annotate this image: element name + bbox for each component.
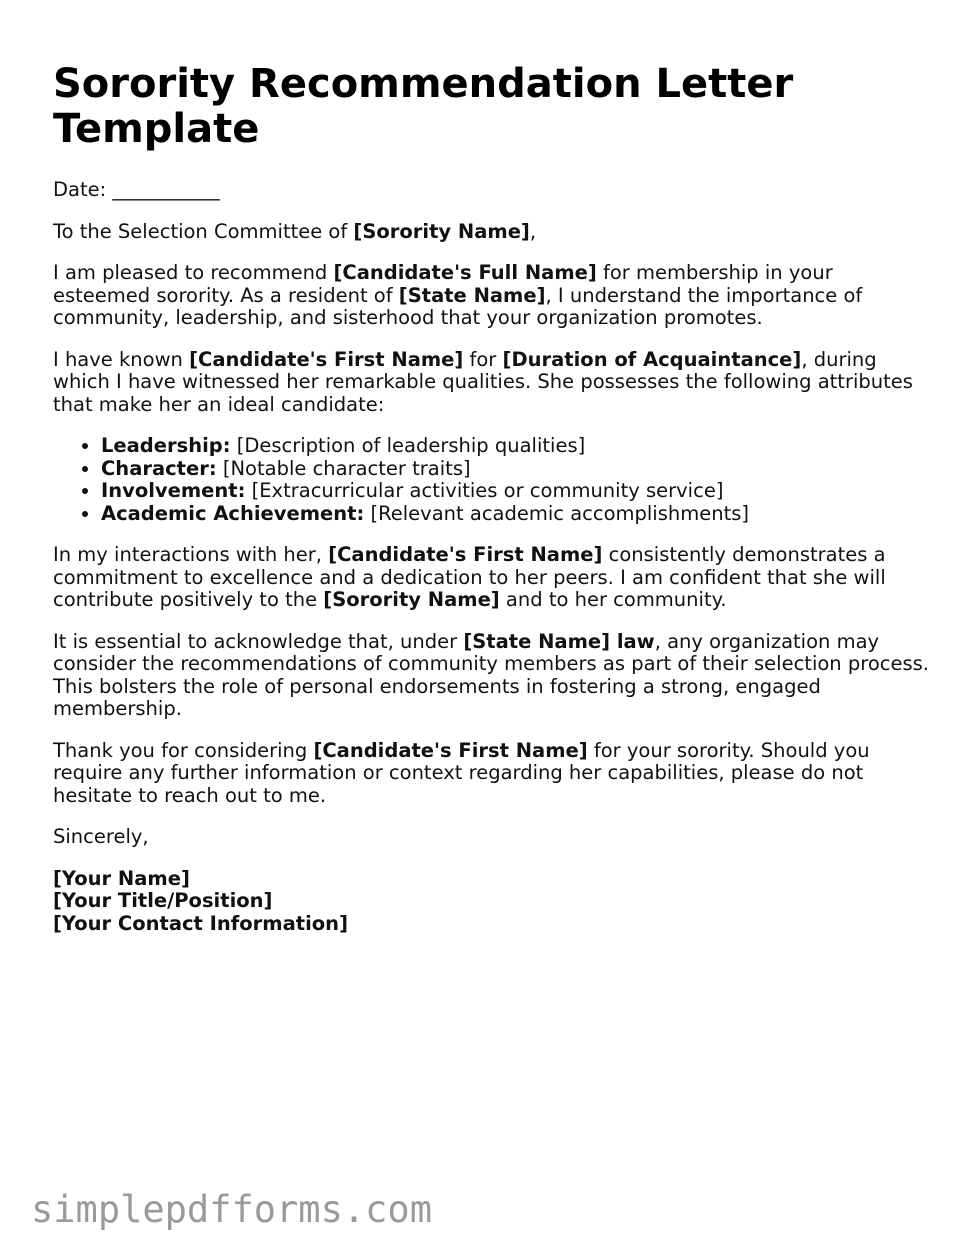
- list-item: [101, 503, 933, 526]
- state-name-placeholder: [State Name]: [398, 283, 546, 307]
- candidate-first-name-placeholder: [Candidate's First Name]: [189, 347, 464, 371]
- attribute-text: [Description of leadership qualities]: [230, 434, 586, 457]
- attribute-label: Character:: [101, 456, 217, 480]
- text-run: I have known: [53, 347, 190, 371]
- attribute-text: [Notable character traits]: [216, 456, 471, 480]
- attributes-list: [53, 435, 933, 525]
- list-item: [101, 435, 933, 458]
- closing: Sincerely,: [53, 825, 149, 848]
- candidate-full-name-placeholder: [Candidate's Full Name]: [333, 261, 597, 284]
- state-law-placeholder: [State Name] law: [463, 629, 655, 653]
- text-run: , I understand the importance of community, leadership, and sisterhood that your organization promotes.: [53, 283, 863, 329]
- signature-title: [Your Title/Position]: [53, 889, 273, 912]
- candidate-first-name-placeholder: [Candidate's First Name]: [328, 543, 603, 566]
- paragraph-introduction: [53, 262, 933, 330]
- paragraph-interactions: [53, 544, 933, 612]
- candidate-first-name-placeholder: [Candidate's First Name]: [313, 738, 588, 762]
- paragraph-state-law: [53, 631, 933, 721]
- attribute-label: Leadership:: [101, 434, 231, 457]
- attribute-text: [Extracurricular activities or community service]: [245, 479, 724, 502]
- signature-contact: [Your Contact Information]: [53, 911, 348, 935]
- list-item: [101, 480, 933, 503]
- text-run: I am pleased to recommend: [53, 261, 334, 284]
- text-run: In my interactions with her,: [53, 543, 329, 566]
- sorority-name-placeholder: [Sorority Name]: [323, 588, 500, 611]
- text-run: , during which I have witnessed her remarkable qualities. She possesses the following attributes that make her an ideal candidate:: [53, 347, 913, 416]
- attribute-text: [Relevant academic accomplishments]: [364, 501, 750, 525]
- text-run: for membership in your esteemed sorority. As a resident of: [53, 261, 833, 307]
- text-run: consistently demonstrates a commitment to excellence and a dedication to her peers. I am confident that she will contribute positively to the: [53, 543, 886, 611]
- text-run: for: [463, 347, 503, 371]
- watermark-text: simplepdfforms.com: [31, 1188, 432, 1231]
- text-run: Thank you for considering: [53, 738, 314, 762]
- signature-name: [Your Name]: [53, 866, 190, 890]
- letter-page: [53, 62, 933, 935]
- paragraph-acquaintance: [53, 349, 933, 417]
- salutation-suffix: ,: [529, 219, 537, 243]
- text-run: It is essential to acknowledge that, under: [53, 629, 464, 653]
- salutation-prefix: To the Selection Committee of: [53, 219, 354, 243]
- attribute-label: Involvement:: [101, 479, 246, 502]
- date-line: Date: ___________: [53, 178, 220, 201]
- list-item: [101, 458, 933, 481]
- text-run: , any organization may consider the recommendations of community members as part of their selection process. This bolsters the role of personal endorsements in fostering a strong, engaged membership.: [53, 629, 929, 720]
- text-run: for your sorority. Should you require any further information or context regarding her capabilities, please do not hesitate to reach out to me.: [53, 738, 870, 807]
- paragraph-thanks: [53, 740, 933, 808]
- text-run: and to her community.: [499, 588, 727, 611]
- salutation: [53, 221, 933, 244]
- page-title: Sorority Recommendation Letter Template: [53, 61, 794, 152]
- sorority-name-placeholder: [Sorority Name]: [353, 219, 530, 243]
- signature-block: [53, 868, 933, 936]
- duration-placeholder: [Duration of Acquaintance]: [502, 347, 802, 371]
- attribute-label: Academic Achievement:: [101, 501, 365, 525]
